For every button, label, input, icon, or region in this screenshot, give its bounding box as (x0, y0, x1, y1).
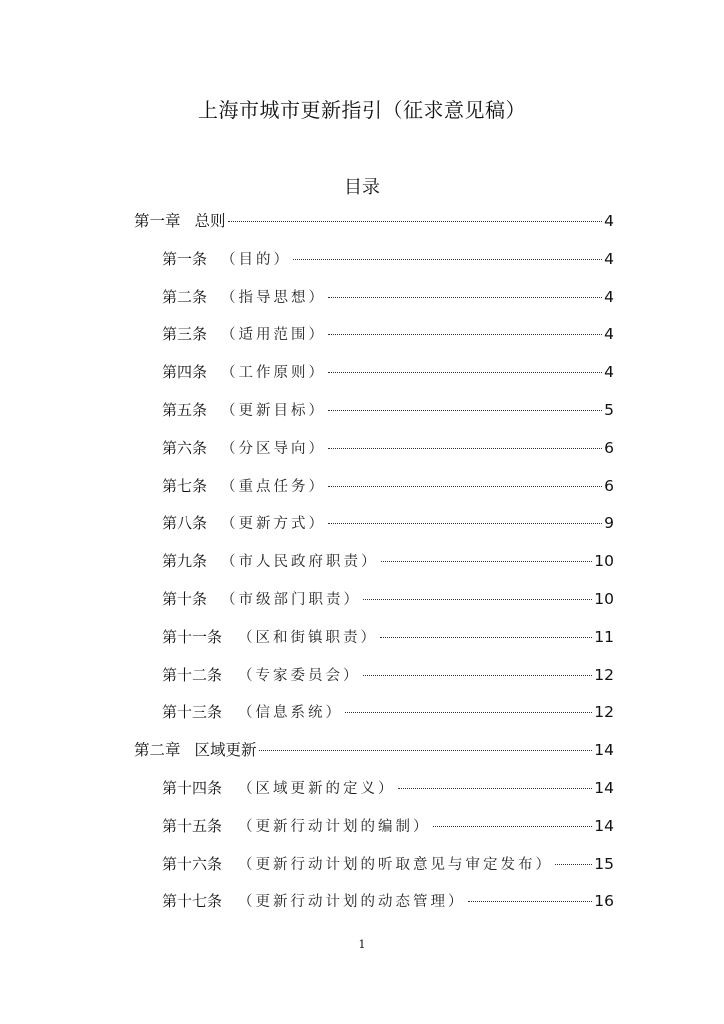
toc-entry-title: （更新方式） (221, 516, 327, 533)
toc-dot-leader (328, 297, 602, 298)
toc-entry-number: 第五条 (162, 401, 208, 419)
toc-entry-page: 4 (604, 363, 614, 382)
toc-entry-number: 第一条 (162, 249, 208, 268)
toc-entry-page: 14 (594, 816, 614, 835)
toc-entry-page: 16 (594, 892, 614, 911)
document-title: 上海市城市更新指引（征求意见稿） (198, 98, 526, 122)
toc-dot-leader (328, 410, 602, 411)
toc-dot-leader (468, 901, 593, 902)
toc-chapter-entry[interactable] (134, 202, 614, 240)
toc-entry-number: 第二章 (134, 741, 181, 760)
toc-entry-number: 第四条 (162, 363, 208, 382)
toc-entry-number: 第十六条 (162, 854, 223, 873)
toc-article-entry[interactable] (162, 769, 614, 807)
toc-entry-title: （专家委员会） (238, 667, 361, 684)
toc-dot-leader (433, 826, 593, 827)
toc-entry-page: 6 (604, 438, 614, 457)
toc-entry-number: 第十五条 (162, 816, 223, 835)
toc-dot-leader (259, 750, 593, 751)
toc-entry-number: 第一章 (134, 212, 181, 230)
toc-entry-title: （更新行动计划的编制） (238, 818, 431, 835)
toc-article-entry[interactable] (162, 542, 614, 580)
toc-entry-number: 第十七条 (162, 892, 223, 911)
toc-entry-title: （指导思想） (221, 289, 327, 306)
toc-dot-leader (380, 637, 592, 638)
toc-entry-page: 6 (604, 476, 614, 495)
toc-entry-title: （市人民政府职责） (221, 554, 379, 571)
toc-dot-leader (328, 334, 602, 335)
toc-entry-page: 15 (594, 854, 614, 873)
toc-entry-page: 4 (604, 249, 614, 268)
toc-dot-leader (328, 372, 602, 373)
toc-entry-title: 总则 (194, 212, 226, 230)
toc-article-entry[interactable] (162, 618, 614, 656)
toc-article-entry[interactable] (162, 882, 614, 920)
toc-entry-title: （更新行动计划的听取意见与审定发布） (238, 856, 554, 873)
toc-heading: 目录 (344, 177, 380, 198)
toc-entry-number: 第十三条 (162, 703, 223, 722)
toc-entry-title: （适用范围） (221, 327, 327, 344)
toc-dot-leader (555, 864, 592, 865)
toc-dot-leader (328, 448, 602, 449)
toc-entry-number: 第十二条 (162, 665, 223, 684)
toc-entry-number: 第十条 (162, 590, 208, 608)
toc-entry-page: 4 (604, 212, 614, 230)
toc-entry-number: 第十一条 (162, 627, 223, 646)
toc-article-entry[interactable] (162, 391, 614, 429)
toc-entry-page: 12 (594, 703, 614, 722)
toc-entry-page: 12 (594, 665, 614, 684)
page-number: 1 (358, 938, 366, 951)
toc-article-entry[interactable] (162, 845, 614, 883)
toc-entry-number: 第三条 (162, 325, 208, 344)
toc-article-entry[interactable] (162, 656, 614, 694)
toc-entry-title: （重点任务） (221, 478, 327, 495)
toc-entry-number: 第八条 (162, 514, 208, 533)
toc-dot-leader (328, 486, 602, 487)
toc-dot-leader (328, 523, 602, 524)
toc-article-entry[interactable] (162, 315, 614, 353)
toc-article-entry[interactable] (162, 693, 614, 731)
toc-entry-title: （区域更新的定义） (238, 781, 396, 797)
toc-entry-title: 区域更新 (194, 741, 257, 760)
toc-entry-page: 10 (594, 552, 614, 571)
toc-article-entry[interactable] (162, 353, 614, 391)
toc-article-entry[interactable] (162, 429, 614, 467)
toc-entry-title: （市级部门职责） (221, 592, 362, 608)
toc-article-entry[interactable] (162, 807, 614, 845)
toc-entry-number: 第六条 (162, 438, 208, 457)
toc-entry-page: 14 (594, 779, 614, 797)
toc-dot-leader (363, 675, 593, 676)
toc-entry-page: 4 (604, 287, 614, 306)
toc-entry-title: （目的） (221, 251, 292, 268)
toc-dot-leader (293, 259, 602, 260)
toc-entry-title: （区和街镇职责） (238, 629, 379, 646)
toc-entry-title: （分区导向） (221, 440, 327, 457)
toc-entry-number: 第十四条 (162, 779, 223, 797)
toc-entry-page: 9 (604, 514, 614, 533)
toc-entry-page: 14 (594, 741, 614, 760)
toc-entry-number: 第九条 (162, 552, 208, 571)
toc-entry-title: （工作原则） (221, 365, 327, 382)
toc-article-entry[interactable] (162, 580, 614, 618)
toc-entry-page: 5 (604, 401, 614, 419)
toc-article-entry[interactable] (162, 278, 614, 316)
toc-entry-title: （信息系统） (238, 705, 344, 722)
toc-dot-leader (398, 788, 593, 789)
toc-article-entry[interactable] (162, 240, 614, 278)
toc-entry-page: 10 (594, 590, 614, 608)
toc-entry-page: 11 (594, 627, 614, 646)
toc-dot-leader (228, 221, 603, 222)
toc-entry-number: 第七条 (162, 476, 208, 495)
toc-article-entry[interactable] (162, 467, 614, 505)
toc-entry-number: 第二条 (162, 287, 208, 306)
toc-dot-leader (363, 599, 592, 600)
toc-chapter-entry[interactable] (134, 731, 614, 769)
toc-dot-leader (381, 561, 593, 562)
toc-entry-page: 4 (604, 325, 614, 344)
toc-article-entry[interactable] (162, 504, 614, 542)
toc-entry-title: （更新行动计划的动态管理） (238, 894, 466, 911)
toc-entry-title: （更新目标） (221, 403, 327, 419)
toc-dot-leader (345, 712, 592, 713)
